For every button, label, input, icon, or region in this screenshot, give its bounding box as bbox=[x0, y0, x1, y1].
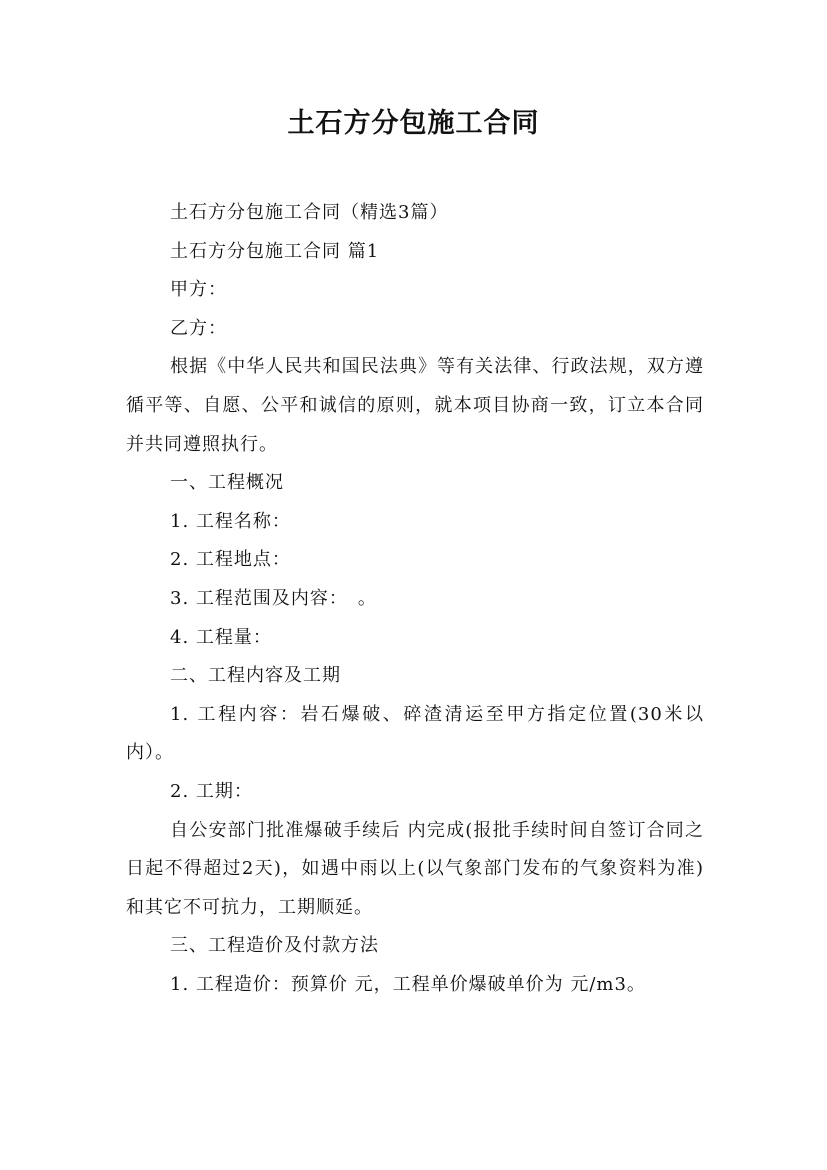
section-heading-overview: 一、工程概况 bbox=[170, 472, 284, 494]
paragraph-project-scope: 3. 工程范围及内容： 。 bbox=[170, 587, 377, 609]
paragraph-schedule: 2. 工期： bbox=[170, 780, 253, 802]
paragraph-project-name: 1. 工程名称： bbox=[170, 510, 291, 532]
paragraph-party-b: 乙方： bbox=[170, 317, 227, 339]
paragraph-schedule-detail: 自公安部门批准爆破手续后 内完成(报批手续时间自签订合同之日起不得超过2天)，如遇中雨以上(以气象部门发布的气象资料为准)和其它不可抗力，工期顺延。 bbox=[126, 819, 704, 918]
section-heading-content-schedule: 二、工程内容及工期 bbox=[170, 665, 341, 687]
paragraph-heading: 土石方分包施工合同（精选3篇） bbox=[170, 202, 449, 223]
section-heading-cost-payment: 三、工程造价及付款方法 bbox=[170, 935, 379, 957]
paragraph-preamble: 根据《中华人民共和国民法典》等有关法律、行政法规，双方遵循平等、自愿、公平和诚信的原则，就本项目协商一致，订立本合同并共同遵照执行。 bbox=[126, 356, 704, 455]
document-title: 土石方分包施工合同 bbox=[287, 108, 540, 139]
paragraph-project-quantity: 4. 工程量： bbox=[170, 626, 272, 648]
paragraph-cost: 1. 工程造价：预算价 元，工程单价爆破单价为 元/m3。 bbox=[170, 973, 646, 995]
paragraph-party-a: 甲方： bbox=[170, 279, 227, 301]
paragraph-work-content: 1. 工程内容：岩石爆破、碎渣清运至甲方指定位置(30米以内）。 bbox=[126, 703, 704, 764]
paragraph-subheading: 土石方分包施工合同 篇1 bbox=[170, 240, 380, 262]
document-body bbox=[126, 194, 704, 1004]
paragraph-project-location: 2. 工程地点： bbox=[170, 549, 291, 571]
